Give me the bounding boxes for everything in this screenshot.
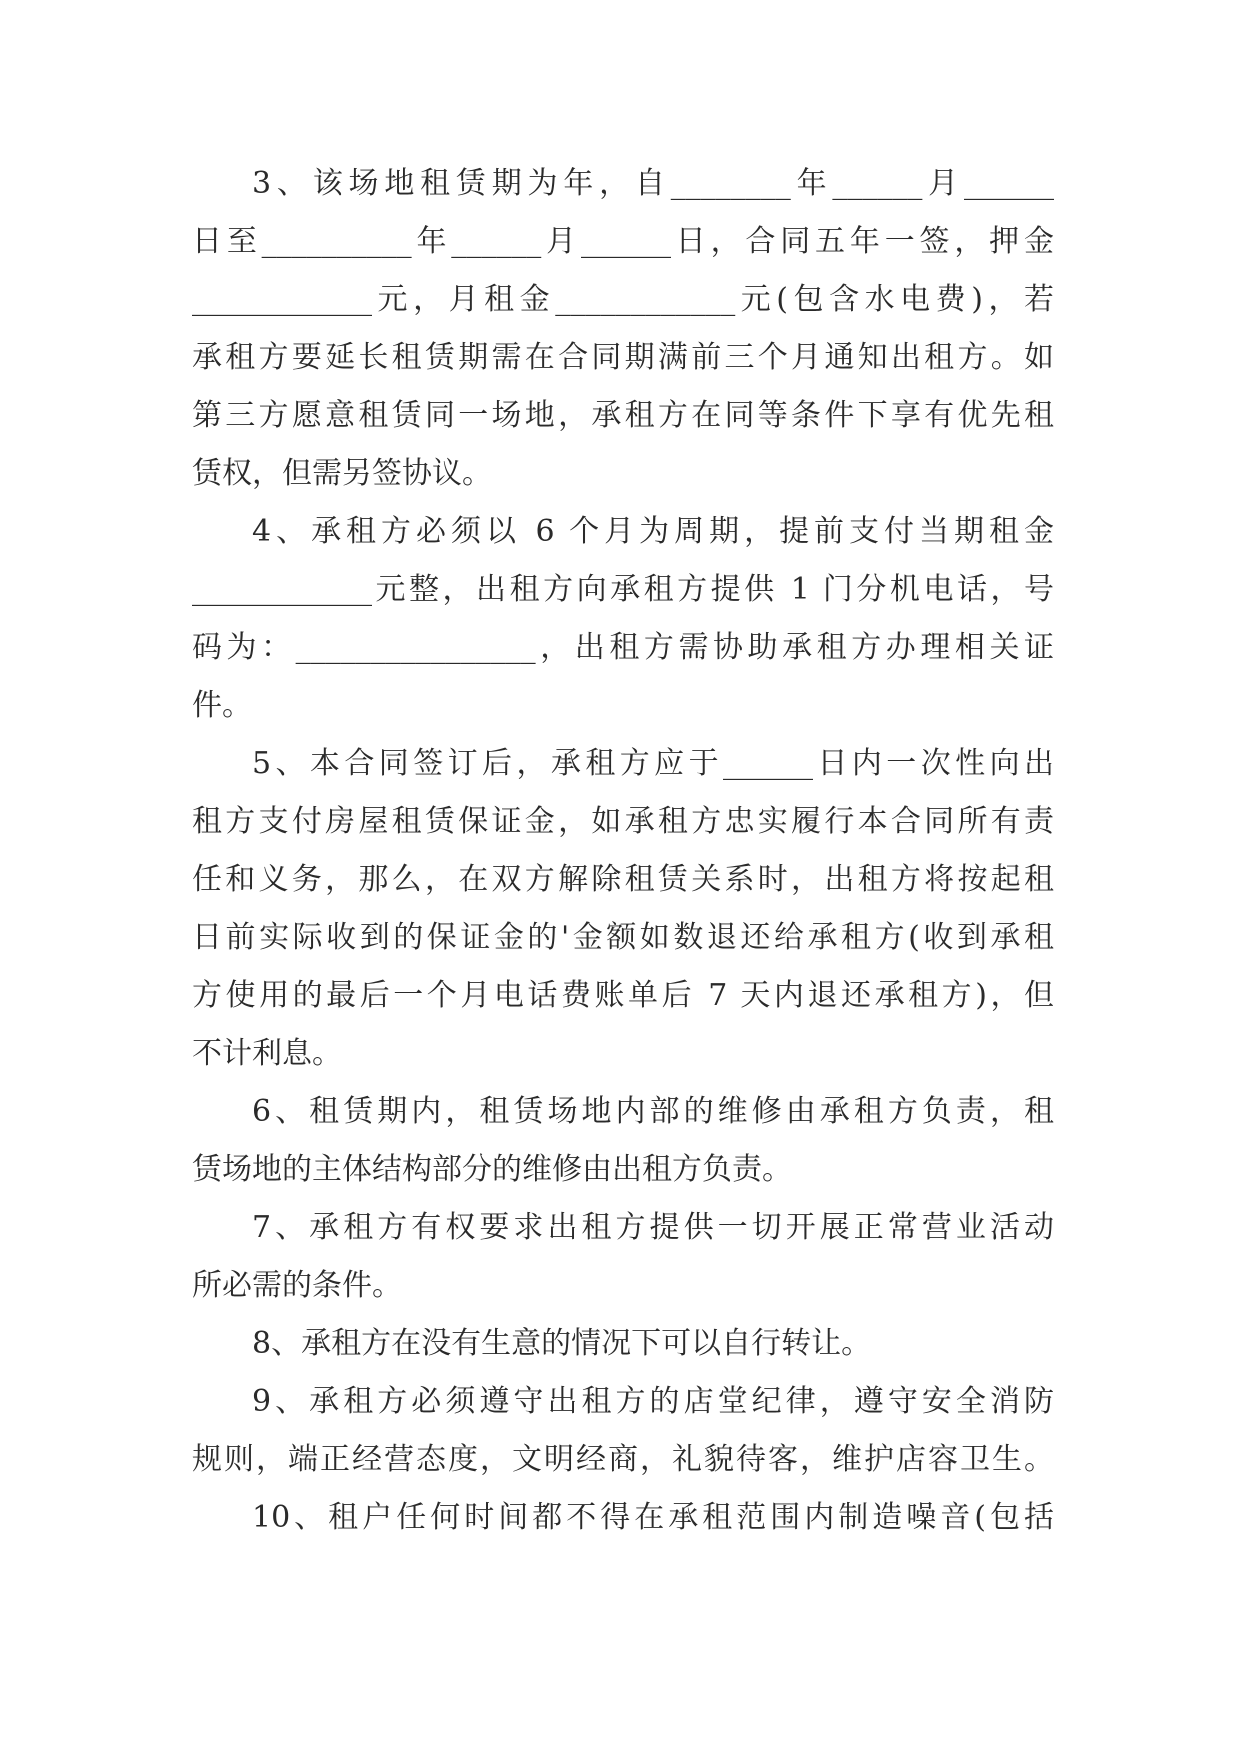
text-line (192, 1199, 1054, 1257)
text-line-content: 件。 (192, 688, 252, 723)
document-body (192, 155, 1054, 1547)
text-line-content: 规则，端正经营态度，文明经商，礼貌待客，维护店容卫生。 (192, 1442, 1054, 1477)
text-line-content: 4、承租方必须以 6 个月为周期，提前支付当期租金 (252, 514, 1054, 549)
text-line (192, 967, 1054, 1025)
text-line (192, 1373, 1054, 1431)
text-line-content: 8、承租方在没有生意的情况下可以自行转让。 (252, 1326, 872, 1361)
text-line (192, 1489, 1054, 1547)
text-line (192, 1315, 1054, 1373)
text-line-content: 9、承租方必须遵守出租方的店堂纪律，遵守安全消防 (252, 1384, 1054, 1419)
text-line-content: 3、该场地租赁期为年，自________年______月______ (252, 166, 1054, 201)
text-line-content: 10、租户任何时间都不得在承租范围内制造噪音(包括 (252, 1500, 1054, 1535)
text-line-content: 任和义务，那么，在双方解除租赁关系时，出租方将按起租 (192, 862, 1054, 897)
text-line (192, 1083, 1054, 1141)
text-line-content: 不计利息。 (192, 1036, 342, 1071)
text-line-content: 承租方要延长租赁期需在合同期满前三个月通知出租方。如 (192, 340, 1054, 375)
text-line-content: 所必需的条件。 (192, 1268, 402, 1303)
text-line-content: ____________元整，出租方向承租方提供 1 门分机电话，号 (192, 572, 1054, 607)
text-line (192, 271, 1054, 329)
text-line (192, 1431, 1054, 1489)
text-line (192, 329, 1054, 387)
text-line (192, 909, 1054, 967)
text-line (192, 155, 1054, 213)
text-line-content: ____________元，月租金____________元(包含水电费)，若 (192, 282, 1054, 317)
text-line (192, 677, 1054, 735)
text-line-content: 方使用的最后一个月电话费账单后 7 天内退还承租方)，但 (192, 978, 1054, 1013)
text-line-content: 赁权，但需另签协议。 (192, 456, 492, 491)
text-line-content: 租方支付房屋租赁保证金，如承租方忠实履行本合同所有责 (192, 804, 1054, 839)
text-line (192, 561, 1054, 619)
text-line (192, 213, 1054, 271)
text-line (192, 851, 1054, 909)
text-line (192, 619, 1054, 677)
text-line (192, 503, 1054, 561)
text-line-content: 第三方愿意租赁同一场地，承租方在同等条件下享有优先租 (192, 398, 1054, 433)
text-line (192, 1025, 1054, 1083)
text-line-content: 码为：________________，出租方需协助承租方办理相关证 (192, 630, 1054, 665)
text-line (192, 1141, 1054, 1199)
text-line-content: 赁场地的主体结构部分的维修由出租方负责。 (192, 1152, 792, 1187)
text-line-content: 日前实际收到的保证金的'金额如数退还给承租方(收到承租 (192, 920, 1054, 955)
text-line-content: 6、租赁期内，租赁场地内部的维修由承租方负责，租 (252, 1094, 1054, 1129)
text-line (192, 1257, 1054, 1315)
text-line (192, 445, 1054, 503)
text-line (192, 793, 1054, 851)
text-line (192, 735, 1054, 793)
text-line-content: 5、本合同签订后，承租方应于______日内一次性向出 (252, 746, 1054, 781)
text-line-content: 日至__________年______月______日，合同五年一签，押金 (192, 224, 1054, 259)
text-line (192, 387, 1054, 445)
text-line-content: 7、承租方有权要求出租方提供一切开展正常营业活动 (252, 1210, 1054, 1245)
